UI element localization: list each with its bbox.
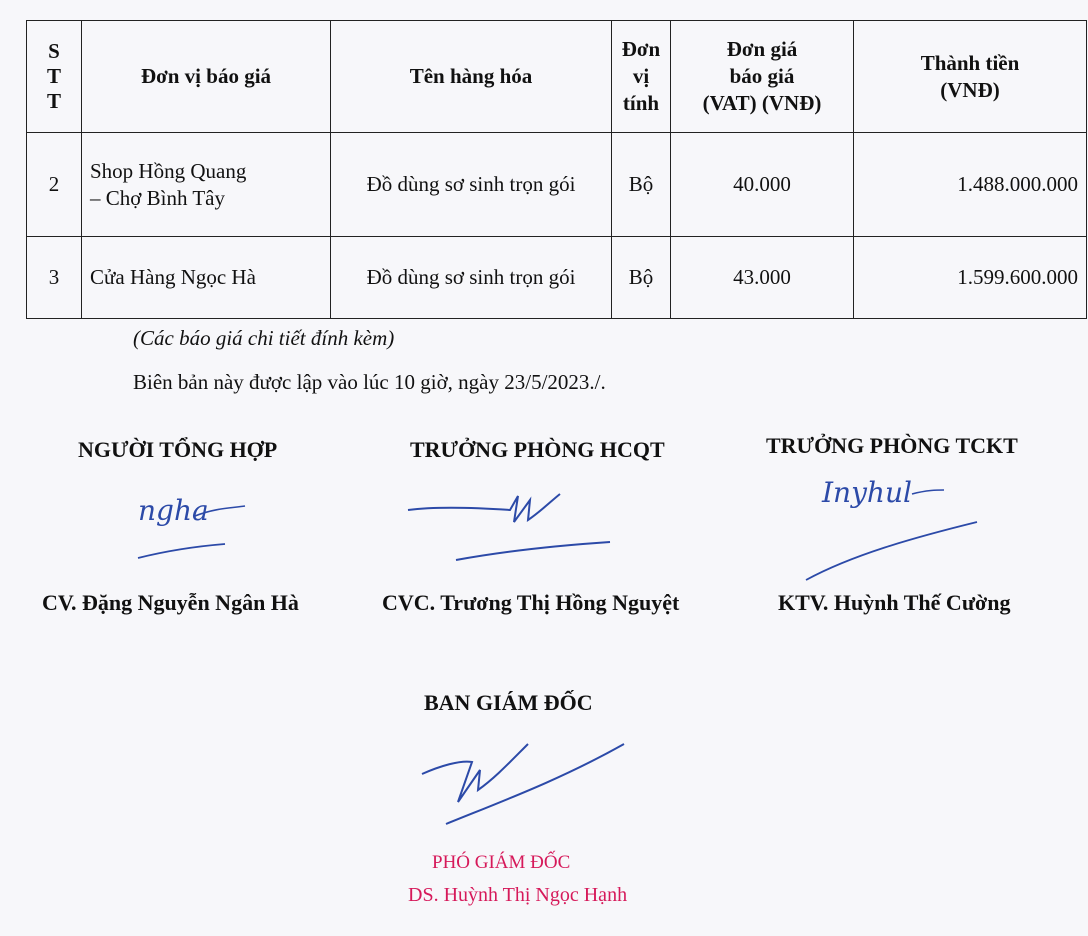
hcqt-title: TRƯỞNG PHÒNG HCQT (410, 437, 665, 462)
quotation-table (26, 20, 1087, 319)
header-unit-of-measure: Đơn vị tính (612, 21, 671, 133)
header-goods-name: Tên hàng hóa (331, 21, 612, 133)
header-stt: S T T (27, 21, 82, 133)
cell-unit-price: 43.000 (671, 237, 854, 319)
cell-total: 1.488.000.000 (854, 133, 1087, 237)
cell-stt: 3 (27, 237, 82, 319)
table-row (27, 133, 1087, 237)
compiler-signature (120, 488, 260, 568)
hcqt-name: CVC. Trương Thị Hồng Nguyệt (382, 590, 680, 615)
cell-goods-name: Đồ dùng sơ sinh trọn gói (331, 237, 612, 319)
cell-quote-unit: Cửa Hàng Ngọc Hà (82, 237, 331, 319)
board-title: BAN GIÁM ĐỐC (424, 690, 593, 715)
cell-quote-unit: Shop Hồng Quang – Chợ Bình Tây (82, 133, 331, 237)
header-unit-price: Đơn giá báo giá (VAT) (VNĐ) (671, 21, 854, 133)
cell-stt: 2 (27, 133, 82, 237)
tckt-name: KTV. Huỳnh Thế Cường (778, 590, 1011, 615)
header-quote-unit: Đơn vị báo giá (82, 21, 331, 133)
cell-goods-name: Đồ dùng sơ sinh trọn gói (331, 133, 612, 237)
table-row (27, 237, 1087, 319)
stamp-name: DS. Huỳnh Thị Ngọc Hạnh (408, 884, 628, 906)
table-header-row (27, 21, 1087, 133)
tckt-title: TRƯỞNG PHÒNG TCKT (766, 433, 1018, 458)
compiler-title: NGƯỜI TỔNG HỢP (78, 437, 278, 462)
cell-unit-price: 40.000 (671, 133, 854, 237)
tckt-signature (792, 460, 992, 585)
compiler-signature-text: ngha (138, 494, 209, 527)
stamp-role: PHÓ GIÁM ĐỐC (432, 852, 571, 873)
board-signature (410, 732, 630, 832)
attachment-note: (Các báo giá chi tiết đính kèm) (133, 326, 395, 350)
compiler-name: CV. Đặng Nguyễn Ngân Hà (42, 590, 299, 615)
record-statement: Biên bản này được lập vào lúc 10 giờ, ngày 23/5/2023./. (133, 370, 606, 394)
cell-unit-of-measure: Bộ (612, 133, 671, 237)
header-total: Thành tiền (VNĐ) (854, 21, 1087, 133)
tckt-signature-text: Inyhul (822, 476, 912, 509)
cell-unit-of-measure: Bộ (612, 237, 671, 319)
cell-total: 1.599.600.000 (854, 237, 1087, 319)
hcqt-signature (400, 480, 620, 570)
